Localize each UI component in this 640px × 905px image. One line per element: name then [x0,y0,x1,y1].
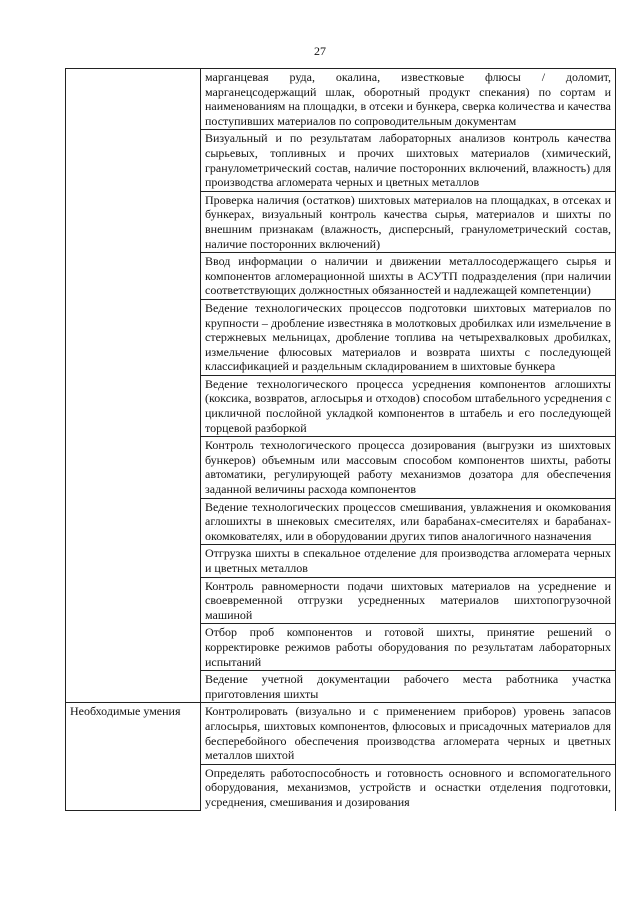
table-cell [201,130,616,191]
table-row [66,703,616,764]
table-cell [201,437,616,498]
table-cell [201,577,616,624]
cell-text: Визуальный и по результатам лабораторных анализов контроль качества сырьевых, топливных и прочих шихтовых материалов (химический, гранулометрический состав, наличие посторонних включений, влажность) для производства агломерата черных и цветных металлов [205,131,611,190]
cell-text: Ведение технологических процессов подготовки шихтовых материалов по крупности – дробление известняка в молотковых дробилках или измельчение в стержневых мельницах, дробление топлива на четырехвалковых дробилках, измельчение флюсовых материалов и возврата шихты с последующей классификацией и раздельным складированием в шихтовые бункера [205,300,611,374]
table-cell [201,69,616,130]
table-cell [201,253,616,300]
table-cell [201,375,616,436]
table-cell [201,671,616,703]
table-cell [201,545,616,577]
section-label: Необходимые умения [70,704,181,719]
cell-text: Контроль равномерности подачи шихтовых материалов на усреднение и своевременной отгрузки усредненных материалов шихтопогрузочной машиной [205,578,611,622]
cell-text: Ввод информации о наличии и движении металлосодержащего сырья и компонентов агломерационной шихты в АСУТП подразделения (при наличии соответствующих должностных обязанностей и надлежащей компетенции) [205,254,611,298]
cell-text: Контроль технологического процесса дозирования (выгрузки из шихтовых бункеров) объемным или массовым способом компонентов шихты, работы автоматики, регулирующей работу механизмов дозатора для обеспечения заданной величины расхода компонентов [205,438,611,497]
table-cell [201,191,616,252]
table-cell [201,299,616,375]
cell-text: марганцевая руда, окалина, известковые флюсы / доломит, марганецсодержащий шлак, оборотный продукт спекания) по сортам и наименованиям на площадки, в отсеки и бункера, сверка количества и качества поступивших материалов по сопроводительным документам [205,70,611,128]
table-cell [201,703,616,764]
cell-text: Проверка наличия (остатков) шихтовых материалов на площадках, в отсеках и бункерах, визуальный контроль качества сырья, материалов и шихты по внешним признакам (влажность, дисперсный, гранулометрический состав, наличие посторонних включений) [205,192,611,251]
cell-text: Ведение технологического процесса усреднения компонентов аглошихты (коксика, возвратов, аглосырья и отходов) способом штабельного усреднения с цикличной послойной укладкой компонентов в штабель и его последующей торцевой разборкой [205,376,611,435]
table-cell [201,624,616,671]
cell-text: Отбор проб компонентов и готовой шихты, принятие решений о корректировке режимов работы оборудования по результатам лабораторных испытаний [205,625,611,669]
cell-text: Определять работоспособность и готовность основного и вспомогательного оборудования, механизмов, устройств и оснастки отделения подготовки, усреднения, смешивания и дозирования [205,765,611,809]
cell-text: Отгрузка шихты в спекальное отделение для производства агломерата черных и цветных металлов [205,546,611,575]
table-cell [201,498,616,545]
cell-text: Ведение технологических процессов смешивания, увлажнения и окомкования аглошихты в шнековых смесителях, или барабанах-смесителях и барабанах-окомкователях, или в оборудовании других типов аналогичного назначения [205,499,611,543]
requirements-table [65,68,616,811]
section-label-cell [66,703,201,811]
table-cell [201,764,616,810]
page-number: 27 [314,44,326,58]
table-row [66,69,616,130]
page-bottom-margin [0,843,640,905]
cell-text: Ведение учетной документации рабочего места работника участка приготовления шихты [205,672,611,701]
label-cell-empty [66,69,201,703]
cell-text: Контролировать (визуально и с применением приборов) уровень запасов аглосырья, шихтовых компонентов, флюсовых и присадочных материалов для бесперебойного обеспечения производства агломерата черных и цветных металлов шихтой [205,704,611,763]
